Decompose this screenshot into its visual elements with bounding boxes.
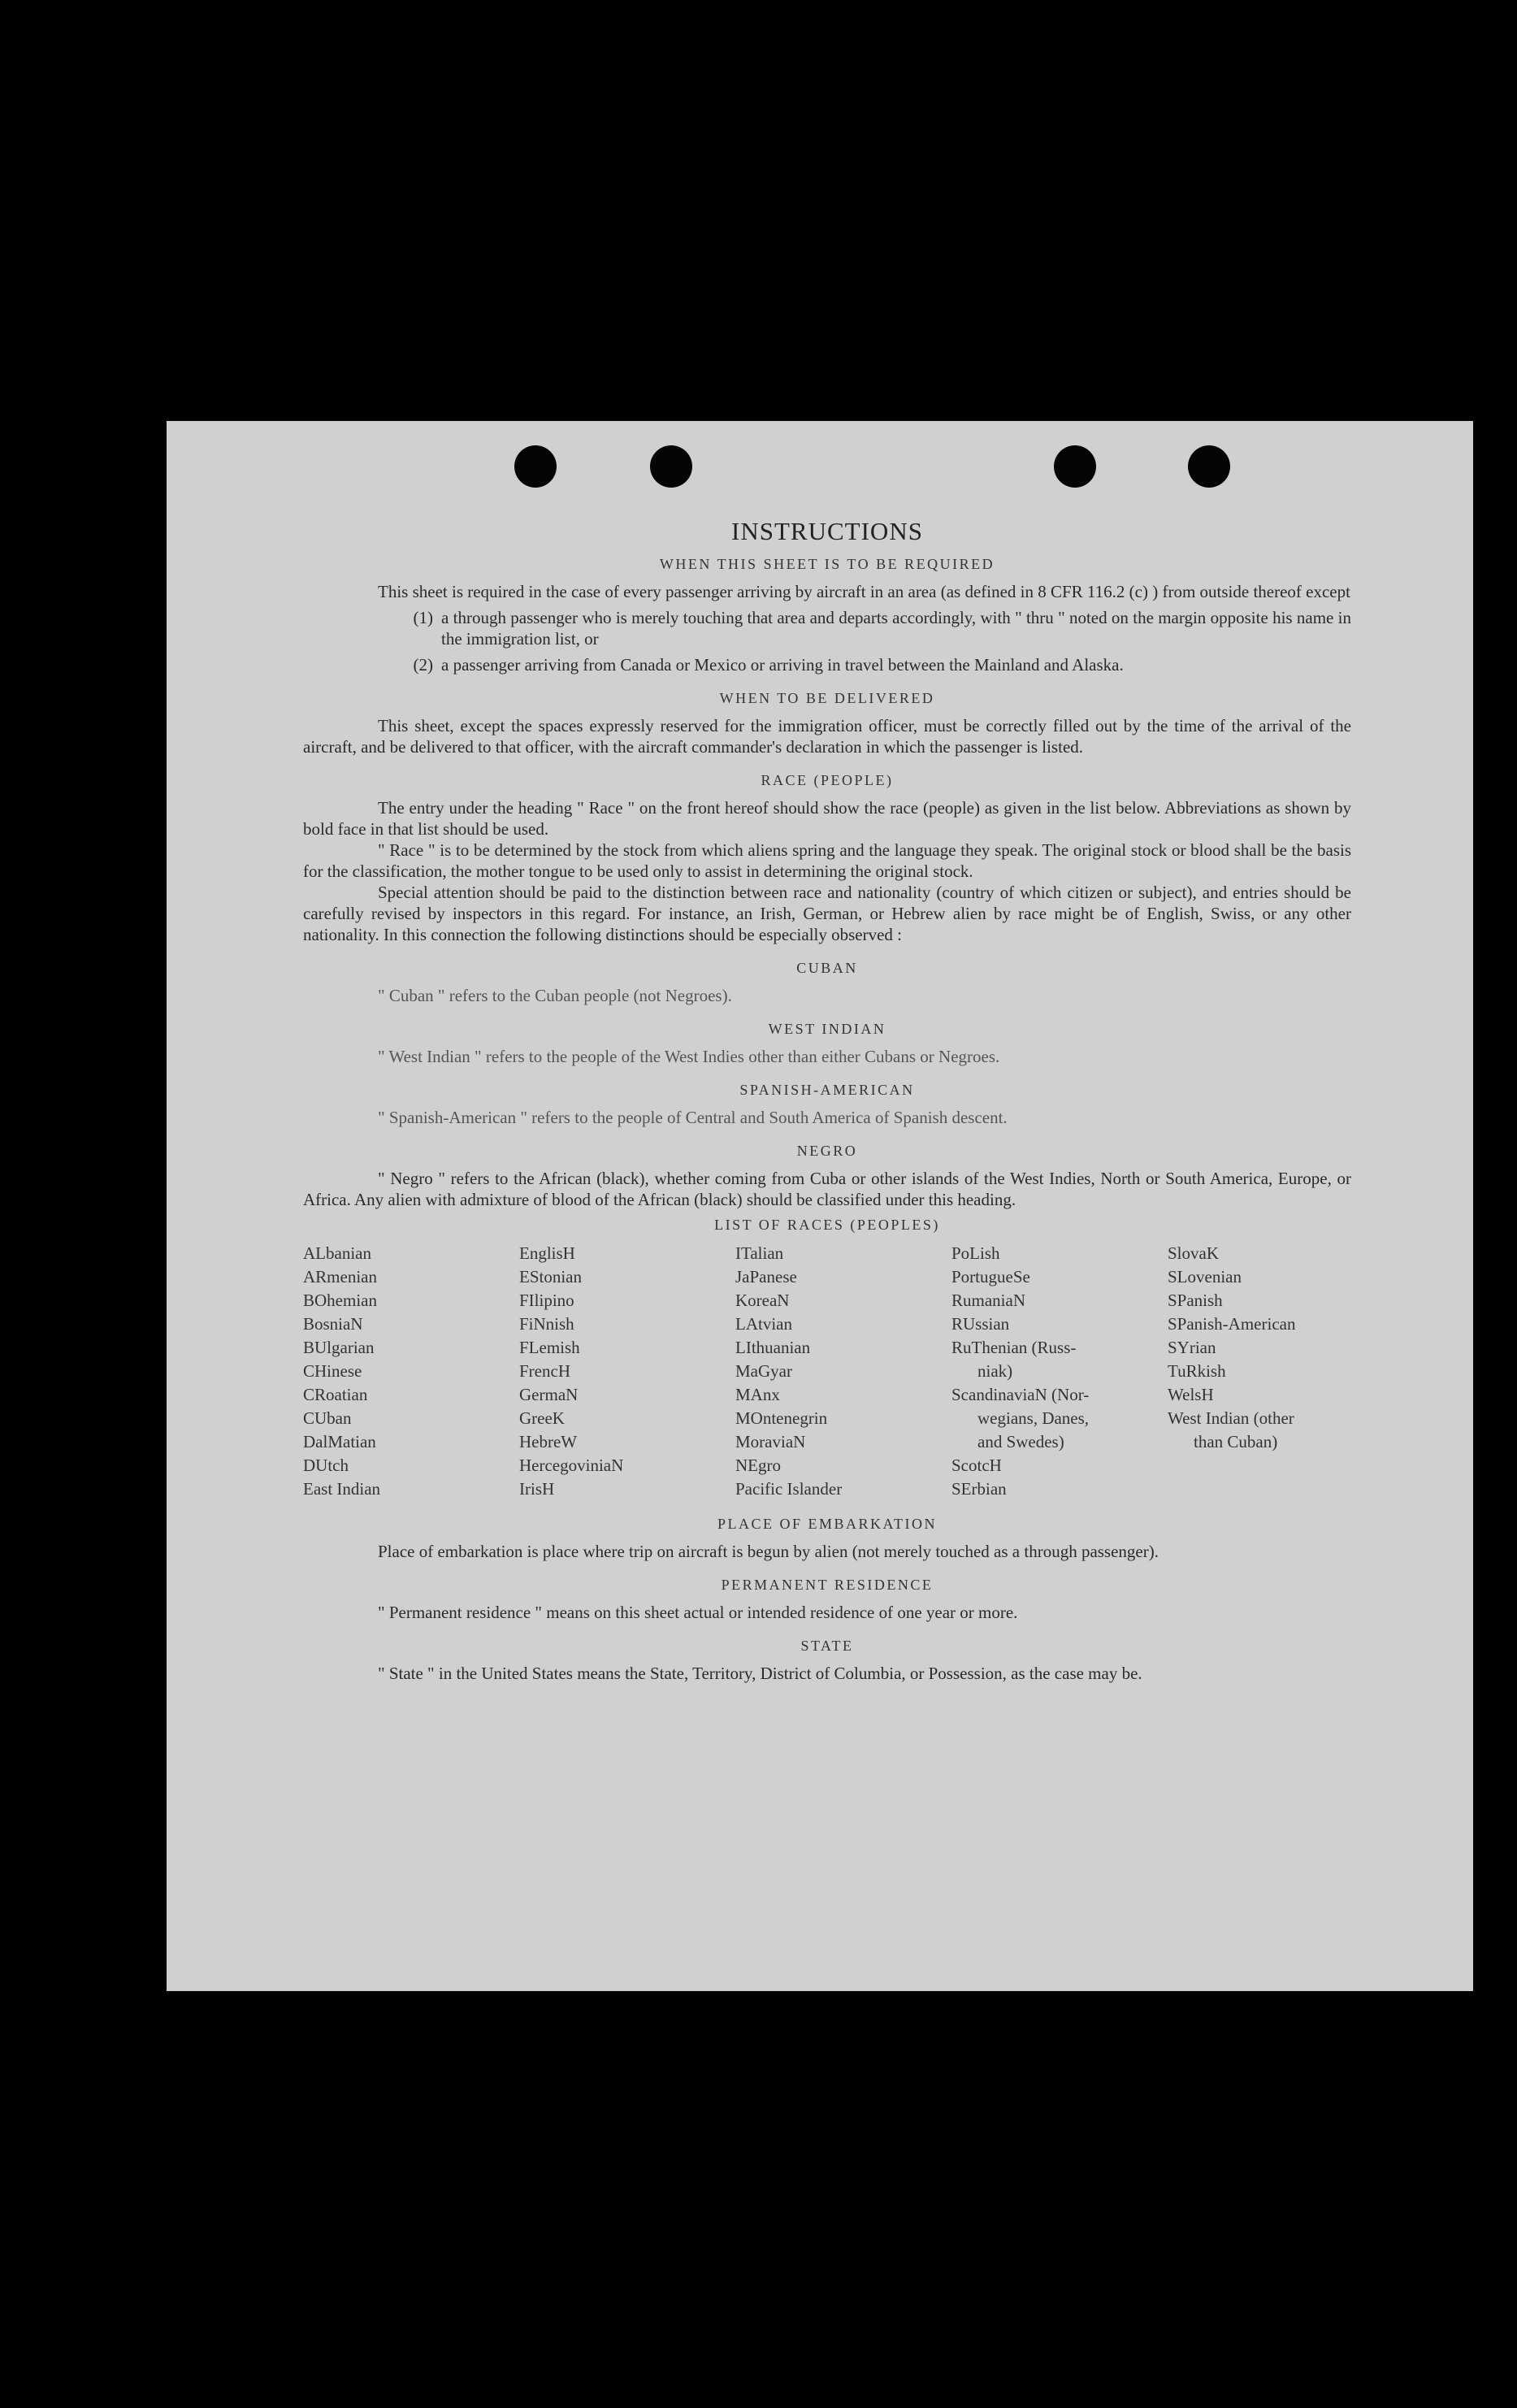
races-column-1 <box>303 1242 519 1501</box>
race-entry: RuThenian (Russ- <box>951 1338 1077 1357</box>
punch-hole <box>514 445 557 488</box>
state-heading: STATE <box>800 1638 854 1654</box>
race-entry: CHinese <box>303 1361 362 1381</box>
race-entry: BOhemian <box>303 1291 377 1310</box>
list-of-races-heading: LIST OF RACES (PEOPLES) <box>714 1217 940 1233</box>
race-entry: PoLish <box>951 1243 1000 1263</box>
race-entry: PortugueSe <box>951 1267 1030 1286</box>
race-entry: LIthuanian <box>735 1338 811 1357</box>
embarkation-heading: PLACE OF EMBARKATION <box>717 1516 938 1532</box>
race-entry-continuation: wegians, Danes, <box>977 1408 1090 1428</box>
race-entry: SlovaK <box>1168 1243 1219 1263</box>
race-entry: RUssian <box>951 1314 1010 1334</box>
negro-text: " Negro " refers to the African (black), whether coming from Cuba or other islands of the West Indies, North or South America, Europe, or Africa. Any alien with admixture of blood of the African (black) should be classified under this heading. <box>303 1169 1351 1209</box>
race-entry: FLemish <box>519 1338 580 1357</box>
races-column-5 <box>1168 1242 1354 1501</box>
race-entry: DUtch <box>303 1456 349 1475</box>
race-entry: MoraviaN <box>735 1432 806 1451</box>
race-entry: FrencH <box>519 1361 570 1381</box>
instruction-sheet <box>167 421 1473 1991</box>
race-paragraph-2: " Race " is to be determined by the stock from which aliens spring and the language they speak. The original stock or blood shall be the basis for the classification, the mother tongue to be used only to assist in determining the original stock. <box>303 840 1351 881</box>
spanish-american-text: " Spanish-American " refers to the people of Central and South America of Spanish descent. <box>378 1108 1008 1127</box>
race-entry: IrisH <box>519 1479 555 1499</box>
race-entry: EStonian <box>519 1267 582 1286</box>
race-entry: CRoatian <box>303 1385 368 1404</box>
race-heading: RACE (PEOPLE) <box>761 772 894 788</box>
exception-number: (1) <box>413 608 433 627</box>
residence-text: " Permanent residence " means on this sheet actual or intended residence of one year or more. <box>378 1603 1018 1622</box>
race-entry: EnglisH <box>519 1243 575 1263</box>
state-text: " State " in the United States means the State, Territory, District of Columbia, or Possession, as the case may be. <box>378 1664 1142 1683</box>
punch-hole <box>1188 445 1230 488</box>
races-list <box>303 1242 1351 1501</box>
race-entry: WelsH <box>1168 1385 1214 1404</box>
race-entry: ScandinaviaN (Nor- <box>951 1385 1090 1404</box>
race-entry: ARmenian <box>303 1267 377 1286</box>
race-entry: NEgro <box>735 1456 781 1475</box>
race-entry: GreeK <box>519 1408 565 1428</box>
race-entry-continuation: niak) <box>977 1361 1013 1381</box>
races-column-3 <box>735 1242 951 1501</box>
race-entry-continuation: than Cuban) <box>1194 1432 1278 1451</box>
race-entry: ScotcH <box>951 1456 1002 1475</box>
races-column-2 <box>519 1242 735 1501</box>
race-entry: HebreW <box>519 1432 578 1451</box>
punch-hole <box>650 445 692 488</box>
race-entry: DalMatian <box>303 1432 376 1451</box>
when-required-intro: This sheet is required in the case of every passenger arriving by aircraft in an area (as defined in 8 CFR 116.2 (c) ) from outside thereof except <box>378 582 1350 601</box>
when-delivered-heading: WHEN TO BE DELIVERED <box>719 690 935 706</box>
race-entry: LAtvian <box>735 1314 792 1334</box>
race-entry: ITalian <box>735 1243 784 1263</box>
exception-text: a through passenger who is merely touching that area and departs accordingly, with " thru " noted on the margin opposite his name in the immigration list, or <box>441 608 1351 649</box>
race-paragraph-3: Special attention should be paid to the distinction between race and nationality (country of which citizen or subject), and entries should be carefully revised by inspectors in this regard. For instance, an Irish, German, or Hebrew alien by race might be of English, Swiss, or any other nationality. In this connection the following distinctions should be especially observed : <box>303 883 1351 944</box>
race-entry: SErbian <box>951 1479 1007 1499</box>
race-entry: ALbanian <box>303 1243 371 1263</box>
race-entry: SPanish <box>1168 1291 1223 1310</box>
race-paragraph-1: The entry under the heading " Race " on the front hereof should show the race (people) as given in the list below. Abbreviations as shown by bold face in that list should be used. <box>303 798 1351 839</box>
race-entry: MaGyar <box>735 1361 792 1381</box>
spanish-american-heading: SPANISH-AMERICAN <box>739 1082 915 1098</box>
race-entry: BosniaN <box>303 1314 363 1334</box>
punch-hole <box>1054 445 1096 488</box>
race-entry: TuRkish <box>1168 1361 1226 1381</box>
race-entry: RumaniaN <box>951 1291 1025 1310</box>
cuban-text: " Cuban " refers to the Cuban people (not Negroes). <box>378 986 732 1005</box>
when-required-heading: WHEN THIS SHEET IS TO BE REQUIRED <box>659 556 995 572</box>
race-entry: FIlipino <box>519 1291 574 1310</box>
race-entry: HercegoviniaN <box>519 1456 624 1475</box>
west-indian-heading: WEST INDIAN <box>768 1021 886 1037</box>
exception-number: (2) <box>413 655 433 675</box>
race-entry: FiNnish <box>519 1314 574 1334</box>
exception-item <box>303 654 1351 675</box>
race-entry: Pacific Islander <box>735 1479 843 1499</box>
race-entry: SYrian <box>1168 1338 1216 1357</box>
race-entry: East Indian <box>303 1479 381 1499</box>
west-indian-text: " West Indian " refers to the people of the West Indies other than either Cubans or Negroes. <box>378 1047 1000 1066</box>
race-entry: West Indian (other <box>1168 1408 1294 1428</box>
race-entry: SLovenian <box>1168 1267 1242 1286</box>
race-entry-continuation: and Swedes) <box>977 1432 1064 1451</box>
race-entry: BUlgarian <box>303 1338 375 1357</box>
race-entry: KoreaN <box>735 1291 790 1310</box>
when-delivered-text: This sheet, except the spaces expressly reserved for the immigration officer, must be correctly filled out by the time of the arrival of the aircraft, and be delivered to that officer, with the aircraft commander's declaration in which the passenger is listed. <box>303 716 1351 757</box>
race-entry: CUban <box>303 1408 352 1428</box>
cuban-heading: CUBAN <box>796 960 858 976</box>
embarkation-text: Place of embarkation is place where trip on aircraft is begun by alien (not merely touched as a through passenger). <box>378 1542 1159 1561</box>
race-entry: MAnx <box>735 1385 780 1404</box>
page-title: INSTRUCTIONS <box>731 517 923 545</box>
race-entry: SPanish-American <box>1168 1314 1296 1334</box>
races-column-4 <box>951 1242 1168 1501</box>
residence-heading: PERMANENT RESIDENCE <box>721 1577 934 1593</box>
exception-text: a passenger arriving from Canada or Mexico or arriving in travel between the Mainland and Alaska. <box>441 655 1124 675</box>
race-entry: JaPanese <box>735 1267 797 1286</box>
negro-heading: NEGRO <box>796 1143 858 1159</box>
instructions-content <box>303 517 1351 1684</box>
race-entry: MOntenegrin <box>735 1408 828 1428</box>
exception-item <box>303 607 1351 649</box>
race-entry: GermaN <box>519 1385 579 1404</box>
